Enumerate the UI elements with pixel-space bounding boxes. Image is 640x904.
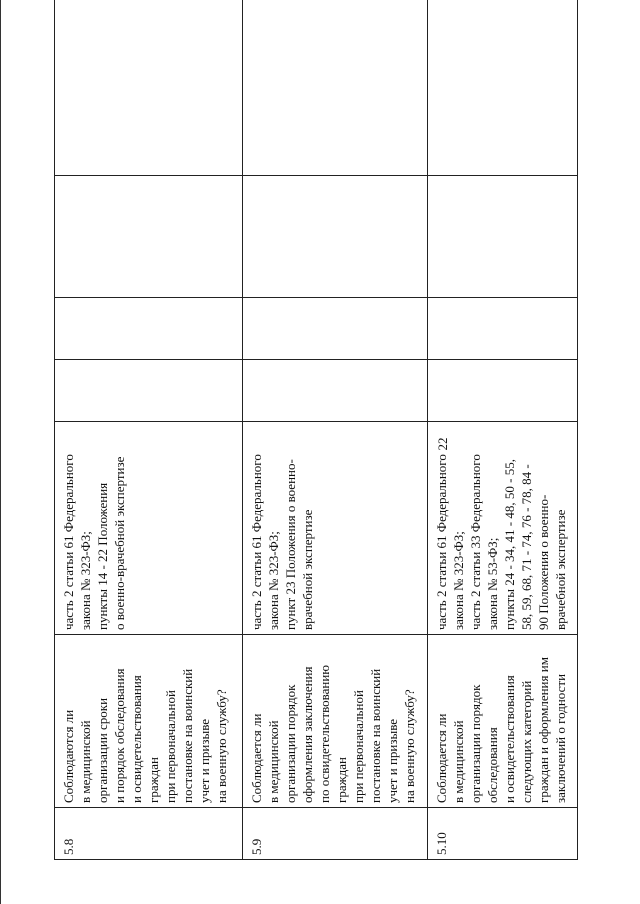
- question-line: Соблюдается ли: [434, 713, 449, 803]
- reference-line: закона № 323-ФЗ;: [451, 531, 466, 630]
- question-line: организации сроки: [95, 697, 110, 803]
- question-line: и освидетельствования: [129, 675, 144, 803]
- question-line: в медицинской: [78, 720, 93, 803]
- question-line: организации порядок: [468, 684, 483, 803]
- reference-line: 58, 59, 68, 71 - 74, 76 - 78, 84 -: [519, 464, 534, 630]
- notes-cell: [428, 0, 578, 176]
- reference-line: закона № 323-ФЗ;: [266, 531, 281, 630]
- row-number: 5.10: [428, 808, 578, 860]
- question-cell: [428, 635, 578, 808]
- table-row: [55, 0, 243, 860]
- question-line: на военную службу?: [214, 689, 229, 803]
- reference-line: часть 2 статьи 33 Федерального: [468, 454, 483, 630]
- question-line: на военную службу?: [402, 689, 417, 803]
- reference-line: часть 2 статьи 61 Федерального: [249, 454, 264, 630]
- question-line: постановке на воинский: [180, 668, 195, 803]
- row-number: 5.9: [243, 808, 428, 860]
- reference-line: пункты 14 - 22 Положения: [95, 482, 110, 630]
- question-line: граждан и оформления им: [536, 657, 551, 803]
- scan-left-edge: [0, 0, 1, 904]
- question-line: Соблюдаются ли: [61, 709, 76, 803]
- question-line: при первоначальной: [351, 690, 366, 803]
- reference-line: часть 2 статьи 61 Федерального: [61, 454, 76, 630]
- reference-line: врачебной экспертизе: [553, 509, 568, 630]
- question-line: и порядок обследования: [112, 668, 127, 803]
- notes-cell: [243, 0, 428, 176]
- row-number: 5.8: [55, 808, 243, 860]
- question-line: в медицинской: [266, 720, 281, 803]
- answer-cell-not-applicable: [243, 176, 428, 298]
- question-line: заключений о годности: [553, 673, 568, 803]
- question-line: организации порядок: [283, 684, 298, 803]
- legal-reference-cell: [55, 422, 243, 635]
- rotated-table-sheet: [54, 17, 577, 860]
- question-line: по освидетельствованию: [317, 664, 332, 803]
- answer-cell-not-applicable: [428, 176, 578, 298]
- question-line: Соблюдается ли: [249, 713, 264, 803]
- answer-cell-yes: [428, 360, 578, 422]
- question-line: учет и призыве: [385, 718, 400, 803]
- reference-line: часть 2 статьи 61 Федерального: [434, 454, 449, 630]
- legal-reference-cell: [428, 422, 578, 635]
- question-line: постановке на воинский: [368, 668, 383, 803]
- answer-cell-yes: [243, 360, 428, 422]
- answer-cell-not-applicable: [55, 176, 243, 298]
- answer-cell-no: [55, 298, 243, 360]
- answer-cell-yes: [55, 360, 243, 422]
- question-line: обследования: [485, 727, 500, 803]
- reference-line: закона № 323-ФЗ;: [78, 531, 93, 630]
- question-line: в медицинской: [451, 720, 466, 803]
- question-line: граждан: [146, 757, 161, 803]
- reference-line: о военно-врачебной экспертизе: [112, 456, 127, 630]
- table-row: [243, 0, 428, 860]
- table-row: [428, 0, 578, 860]
- question-line: и освидетельствования: [502, 675, 517, 803]
- legal-reference-cell: [243, 422, 428, 635]
- answer-cell-no: [243, 298, 428, 360]
- reference-line: пункты 24 - 34, 41 - 48, 50 - 55,: [502, 459, 517, 630]
- question-line: при первоначальной: [163, 690, 178, 803]
- page-number: 22: [435, 437, 450, 451]
- checklist-table: [54, 0, 578, 860]
- question-cell: [243, 635, 428, 808]
- question-line: оформления заключения: [300, 666, 315, 803]
- question-line: следующих категорий: [519, 680, 534, 803]
- reference-line: пункт 23 Положения о военно-: [283, 459, 298, 630]
- reference-line: закона № 53-ФЗ;: [485, 537, 500, 630]
- question-line: учет и призыве: [197, 718, 212, 803]
- reference-line: 90 Положения о военно-: [536, 494, 551, 630]
- reference-line: врачебной экспертизе: [300, 509, 315, 630]
- question-line: граждан: [334, 757, 349, 803]
- notes-cell: [55, 0, 243, 176]
- answer-cell-no: [428, 298, 578, 360]
- question-cell: [55, 635, 243, 808]
